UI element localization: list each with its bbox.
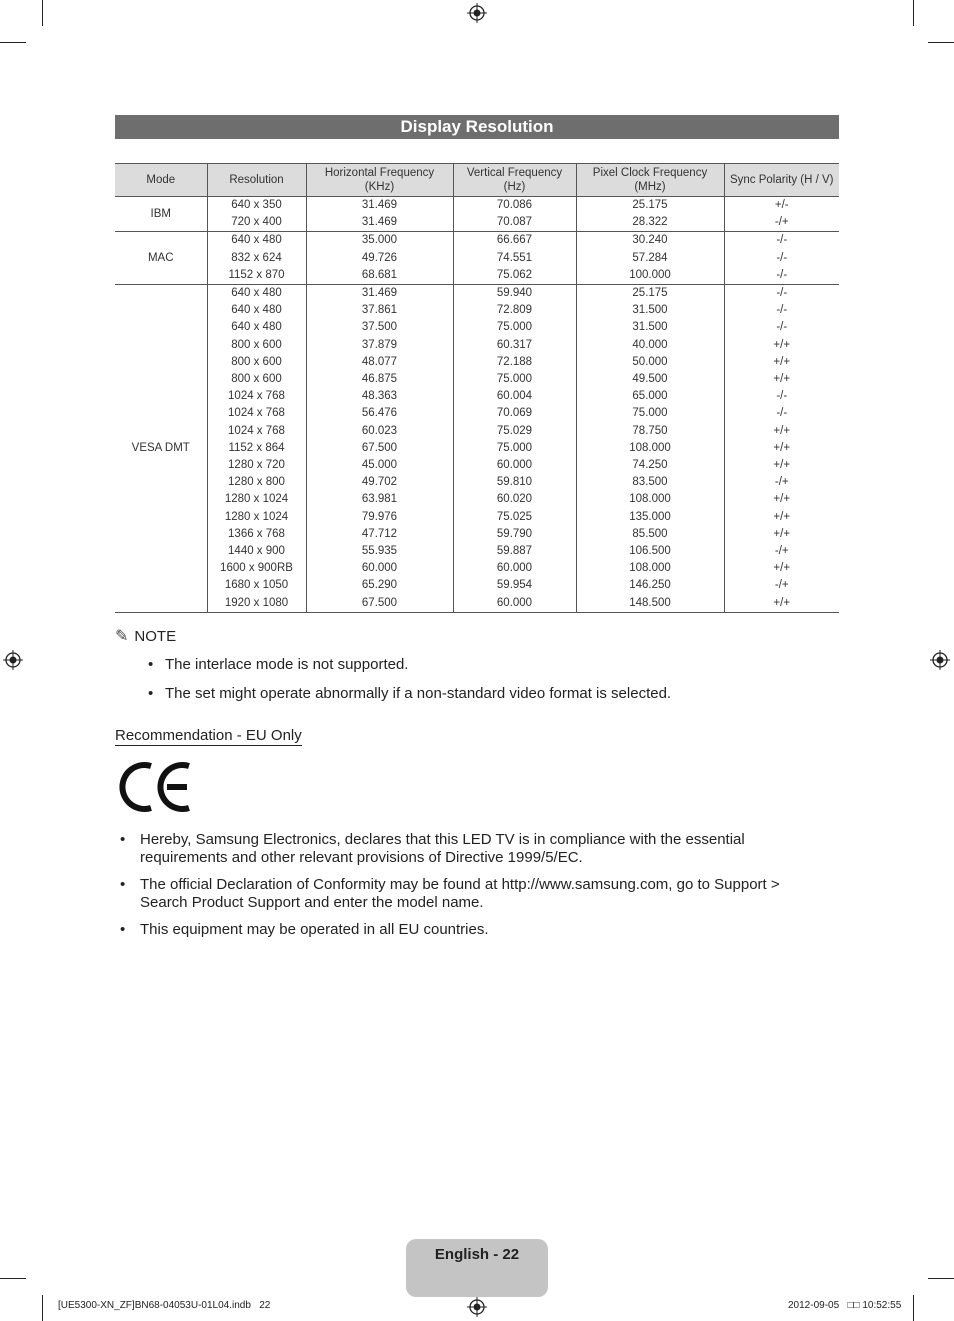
vertical-frequency-cell: 60.000 [453, 457, 576, 474]
sync-polarity-cell: +/+ [724, 457, 839, 474]
table-row [115, 250, 839, 267]
vertical-frequency-cell: 75.062 [453, 267, 576, 285]
table-row [115, 214, 839, 232]
vertical-frequency-cell: 60.004 [453, 388, 576, 405]
horizontal-frequency-cell: 47.712 [306, 526, 453, 543]
resolution-cell: 1280 x 720 [207, 457, 306, 474]
header-resolution: Resolution [207, 164, 306, 197]
list-item: • The set might operate abnormally if a non-standard video format is selected. [148, 685, 848, 703]
crop-mark [42, 1295, 43, 1321]
sync-polarity-cell: +/- [724, 197, 839, 215]
table-row [115, 577, 839, 594]
horizontal-frequency-cell: 60.023 [306, 423, 453, 440]
resolution-cell: 1440 x 900 [207, 543, 306, 560]
table-row [115, 474, 839, 491]
crop-mark [0, 1278, 26, 1279]
sync-polarity-cell: -/- [724, 302, 839, 319]
table-row [115, 267, 839, 285]
crop-mark [0, 42, 26, 43]
resolution-cell: 1152 x 870 [207, 267, 306, 285]
table-row [115, 440, 839, 457]
pixel-clock-cell: 65.000 [576, 388, 724, 405]
mode-cell: MAC [115, 232, 207, 285]
horizontal-frequency-cell: 31.469 [306, 214, 453, 232]
note-list [148, 656, 848, 714]
sync-polarity-cell: -/- [724, 319, 839, 336]
horizontal-frequency-cell: 68.681 [306, 267, 453, 285]
vertical-frequency-cell: 59.940 [453, 285, 576, 303]
pixel-clock-cell: 148.500 [576, 595, 724, 613]
sync-polarity-cell: +/+ [724, 354, 839, 371]
vertical-frequency-cell: 75.000 [453, 371, 576, 388]
vertical-frequency-cell: 60.020 [453, 491, 576, 508]
footer-file-info: [UE5300-XN_ZF]BN68-04053U-01L04.indb 22 [58, 1300, 271, 1311]
horizontal-frequency-cell: 37.500 [306, 319, 453, 336]
sync-polarity-cell: +/+ [724, 560, 839, 577]
mode-cell: IBM [115, 197, 207, 232]
pixel-clock-cell: 31.500 [576, 319, 724, 336]
vertical-frequency-cell: 72.809 [453, 302, 576, 319]
vertical-frequency-cell: 75.000 [453, 440, 576, 457]
sync-polarity-cell: -/- [724, 232, 839, 250]
vertical-frequency-cell: 70.086 [453, 197, 576, 215]
pixel-clock-cell: 74.250 [576, 457, 724, 474]
vertical-frequency-cell: 75.000 [453, 319, 576, 336]
table-row [115, 319, 839, 336]
vertical-frequency-cell: 70.069 [453, 405, 576, 422]
registration-mark-icon [467, 1297, 487, 1317]
table-row [115, 509, 839, 526]
crop-mark [913, 1295, 914, 1321]
list-item: • The interlace mode is not supported. [148, 656, 848, 674]
table-row [115, 232, 839, 250]
sync-polarity-cell: +/+ [724, 526, 839, 543]
pixel-clock-cell: 106.500 [576, 543, 724, 560]
pixel-clock-cell: 78.750 [576, 423, 724, 440]
pixel-clock-cell: 28.322 [576, 214, 724, 232]
vertical-frequency-cell: 74.551 [453, 250, 576, 267]
header-mode: Mode [115, 164, 207, 197]
vertical-frequency-cell: 59.954 [453, 577, 576, 594]
crop-mark [913, 0, 914, 26]
table-row [115, 526, 839, 543]
pixel-clock-cell: 108.000 [576, 440, 724, 457]
horizontal-frequency-cell: 63.981 [306, 491, 453, 508]
horizontal-frequency-cell: 49.726 [306, 250, 453, 267]
header-pixel-clock-frequency: Pixel Clock Frequency (MHz) [576, 164, 724, 197]
pixel-clock-cell: 135.000 [576, 509, 724, 526]
resolution-cell: 800 x 600 [207, 337, 306, 354]
horizontal-frequency-cell: 45.000 [306, 457, 453, 474]
resolution-cell: 1152 x 864 [207, 440, 306, 457]
table-row [115, 595, 839, 613]
horizontal-frequency-cell: 60.000 [306, 560, 453, 577]
pixel-clock-cell: 25.175 [576, 285, 724, 303]
horizontal-frequency-cell: 48.077 [306, 354, 453, 371]
crop-mark [42, 0, 43, 26]
table-row [115, 285, 839, 303]
resolution-cell: 1024 x 768 [207, 423, 306, 440]
vertical-frequency-cell: 60.000 [453, 595, 576, 613]
pixel-clock-cell: 85.500 [576, 526, 724, 543]
sync-polarity-cell: -/- [724, 267, 839, 285]
crop-mark [928, 1278, 954, 1279]
pixel-clock-cell: 25.175 [576, 197, 724, 215]
sync-polarity-cell: +/+ [724, 423, 839, 440]
pixel-clock-cell: 40.000 [576, 337, 724, 354]
header-horizontal-frequency: Horizontal Frequency (KHz) [306, 164, 453, 197]
list-item: • This equipment may be operated in all EU countries. [115, 921, 835, 939]
horizontal-frequency-cell: 56.476 [306, 405, 453, 422]
sync-polarity-cell: -/- [724, 405, 839, 422]
pixel-clock-cell: 57.284 [576, 250, 724, 267]
pixel-clock-cell: 31.500 [576, 302, 724, 319]
table-row [115, 388, 839, 405]
horizontal-frequency-cell: 31.469 [306, 197, 453, 215]
vertical-frequency-cell: 70.087 [453, 214, 576, 232]
resolution-cell: 1920 x 1080 [207, 595, 306, 613]
table-row [115, 560, 839, 577]
vertical-frequency-cell: 66.667 [453, 232, 576, 250]
note-heading: ✎ NOTE [115, 628, 177, 645]
crop-mark [928, 42, 954, 43]
vertical-frequency-cell: 72.188 [453, 354, 576, 371]
horizontal-frequency-cell: 55.935 [306, 543, 453, 560]
vertical-frequency-cell: 59.887 [453, 543, 576, 560]
pixel-clock-cell: 146.250 [576, 577, 724, 594]
vertical-frequency-cell: 60.317 [453, 337, 576, 354]
table-row [115, 354, 839, 371]
resolution-cell: 640 x 480 [207, 302, 306, 319]
table-row [115, 371, 839, 388]
table-row [115, 423, 839, 440]
resolution-cell: 800 x 600 [207, 354, 306, 371]
horizontal-frequency-cell: 49.702 [306, 474, 453, 491]
resolution-cell: 640 x 480 [207, 319, 306, 336]
registration-mark-icon [3, 650, 23, 670]
registration-mark-icon [467, 3, 487, 23]
table-row [115, 405, 839, 422]
sync-polarity-cell: -/+ [724, 474, 839, 491]
pixel-clock-cell: 49.500 [576, 371, 724, 388]
pixel-clock-cell: 50.000 [576, 354, 724, 371]
sync-polarity-cell: +/+ [724, 509, 839, 526]
horizontal-frequency-cell: 37.879 [306, 337, 453, 354]
resolution-cell: 720 x 400 [207, 214, 306, 232]
mode-cell: VESA DMT [115, 285, 207, 613]
resolution-cell: 1280 x 800 [207, 474, 306, 491]
header-sync-polarity: Sync Polarity (H / V) [724, 164, 839, 197]
horizontal-frequency-cell: 67.500 [306, 595, 453, 613]
sync-polarity-cell: +/+ [724, 595, 839, 613]
ce-mark [117, 762, 191, 812]
page-number: English - 22 [406, 1239, 548, 1297]
sync-polarity-cell: -/+ [724, 577, 839, 594]
recommendation-heading: Recommendation - EU Only [115, 727, 302, 744]
horizontal-frequency-cell: 31.469 [306, 285, 453, 303]
resolution-cell: 640 x 350 [207, 197, 306, 215]
pixel-clock-cell: 108.000 [576, 491, 724, 508]
resolution-cell: 832 x 624 [207, 250, 306, 267]
resolution-cell: 1600 x 900RB [207, 560, 306, 577]
horizontal-frequency-cell: 79.976 [306, 509, 453, 526]
table-row [115, 197, 839, 215]
pixel-clock-cell: 108.000 [576, 560, 724, 577]
sync-polarity-cell: -/- [724, 285, 839, 303]
section-title: Display Resolution [115, 115, 839, 139]
sync-polarity-cell: -/+ [724, 214, 839, 232]
pixel-clock-cell: 83.500 [576, 474, 724, 491]
resolution-cell: 800 x 600 [207, 371, 306, 388]
resolution-cell: 1366 x 768 [207, 526, 306, 543]
horizontal-frequency-cell: 48.363 [306, 388, 453, 405]
table-row [115, 457, 839, 474]
footer-timestamp: 2012-09-05 □□ 10:52:55 [788, 1300, 902, 1311]
sync-polarity-cell: +/+ [724, 491, 839, 508]
horizontal-frequency-cell: 37.861 [306, 302, 453, 319]
sync-polarity-cell: +/+ [724, 371, 839, 388]
vertical-frequency-cell: 59.790 [453, 526, 576, 543]
resolution-cell: 1680 x 1050 [207, 577, 306, 594]
recommendation-list [115, 831, 835, 948]
pencil-icon: ✎ [115, 628, 129, 645]
pixel-clock-cell: 30.240 [576, 232, 724, 250]
sync-polarity-cell: -/+ [724, 543, 839, 560]
horizontal-frequency-cell: 67.500 [306, 440, 453, 457]
sync-polarity-cell: +/+ [724, 440, 839, 457]
vertical-frequency-cell: 75.025 [453, 509, 576, 526]
sync-polarity-cell: -/- [724, 250, 839, 267]
list-item: • Hereby, Samsung Electronics, declares that this LED TV is in compliance with the essential requirements and other relevant provisions of Directive 1999/5/EC. [115, 831, 835, 867]
resolution-cell: 1024 x 768 [207, 405, 306, 422]
sync-polarity-cell: -/- [724, 388, 839, 405]
table-row [115, 302, 839, 319]
horizontal-frequency-cell: 65.290 [306, 577, 453, 594]
vertical-frequency-cell: 59.810 [453, 474, 576, 491]
table-row [115, 337, 839, 354]
table-row [115, 491, 839, 508]
pixel-clock-cell: 75.000 [576, 405, 724, 422]
horizontal-frequency-cell: 46.875 [306, 371, 453, 388]
registration-mark-icon [930, 650, 950, 670]
list-item: • The official Declaration of Conformity may be found at http://www.samsung.com, go to Support > Search Product Support and enter the model name. [115, 876, 835, 912]
resolution-cell: 640 x 480 [207, 285, 306, 303]
vertical-frequency-cell: 75.029 [453, 423, 576, 440]
resolution-cell: 1024 x 768 [207, 388, 306, 405]
resolution-table [115, 163, 839, 613]
header-vertical-frequency: Vertical Frequency (Hz) [453, 164, 576, 197]
resolution-cell: 1280 x 1024 [207, 509, 306, 526]
resolution-cell: 640 x 480 [207, 232, 306, 250]
vertical-frequency-cell: 60.000 [453, 560, 576, 577]
table-header-row [115, 164, 839, 197]
horizontal-frequency-cell: 35.000 [306, 232, 453, 250]
table-row [115, 543, 839, 560]
resolution-cell: 1280 x 1024 [207, 491, 306, 508]
sync-polarity-cell: +/+ [724, 337, 839, 354]
pixel-clock-cell: 100.000 [576, 267, 724, 285]
